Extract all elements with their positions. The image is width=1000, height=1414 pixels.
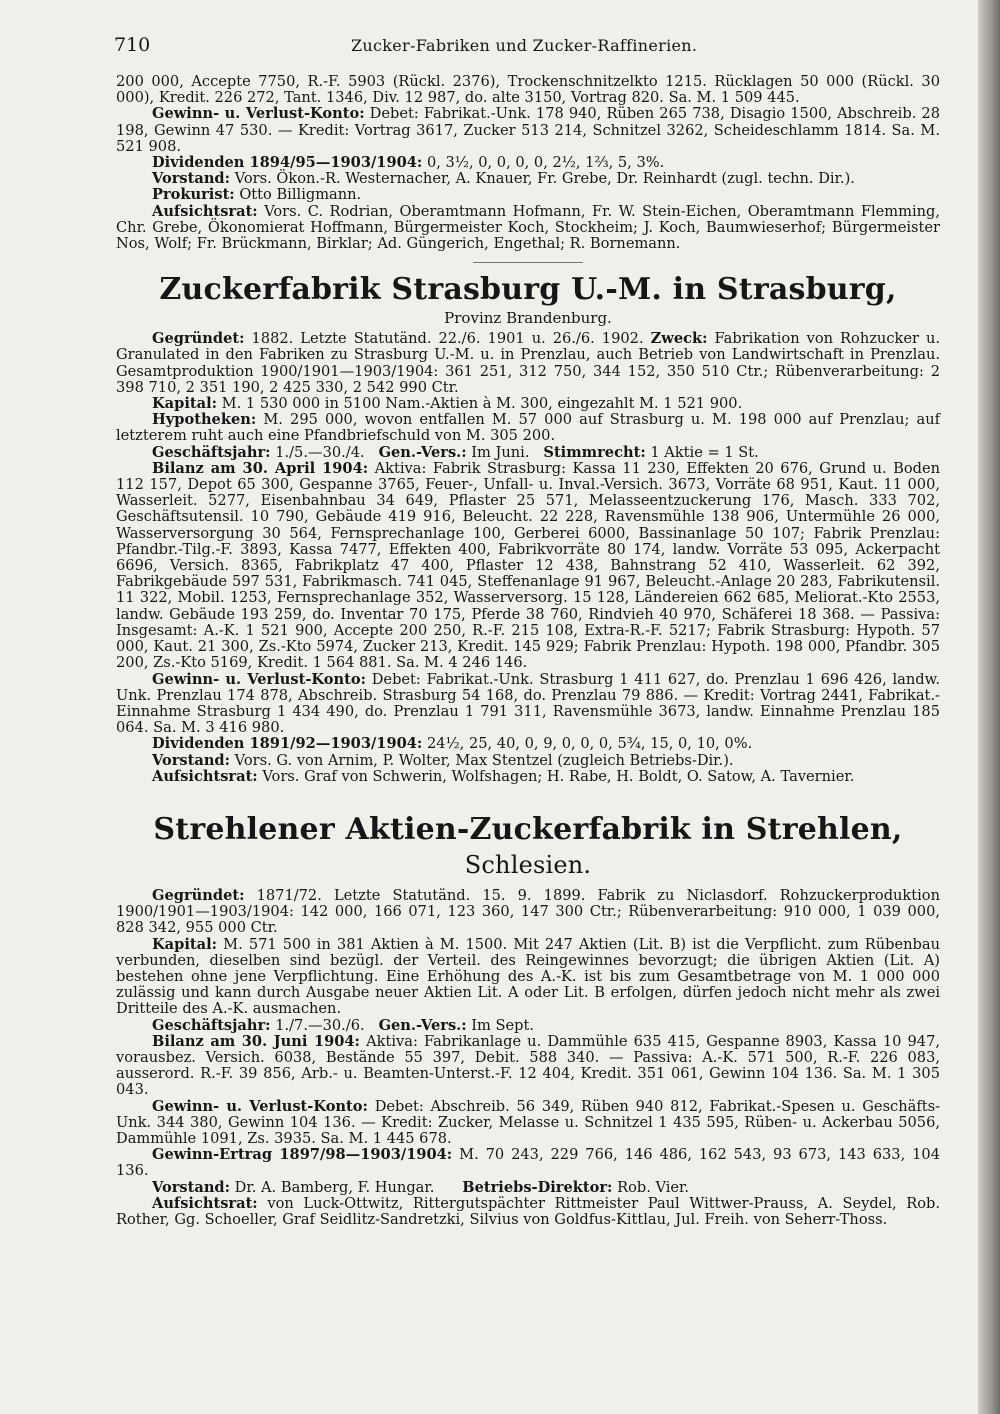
strehlen-guv-label: Gewinn- u. Verlust-Konto: (152, 1097, 368, 1115)
prev-gv-paragraph (116, 106, 940, 155)
strehlen-title (116, 813, 940, 882)
strasburg-kapital-text: M. 1 530 000 in 5100 Nam.-Aktien à M. 300, eingezahlt M. 1 521 900. (221, 395, 743, 413)
strasburg-kapital-label: Kapital: (152, 395, 218, 413)
prev-div-paragraph (116, 155, 940, 171)
prev-div-text: 0, 3½, 0, 0, 0, 0, 2½, 1⅔, 5, 3%. (426, 154, 665, 172)
strasburg-div-label: Dividenden 1891/92—1903/1904: (152, 735, 423, 753)
strehlen-gegr-paragraph (116, 888, 940, 937)
strehlen-betrieb-label: Betriebs-Direktor: (462, 1178, 613, 1196)
strasburg-kapital-paragraph (116, 396, 940, 412)
strehlen-gj-paragraph (116, 1018, 940, 1034)
strehlen-ertrag-paragraph (116, 1147, 940, 1179)
strasburg-bilanz-paragraph (116, 461, 940, 672)
strehlen-bilanz-label: Bilanz am 30. Juni 1904: (152, 1032, 360, 1050)
prev-prokurist-text: Otto Billigmann. (239, 186, 362, 204)
strehlen-kapital-label: Kapital: (152, 935, 218, 953)
strehlen-ertrag-text: M. 70 243, 229 766, 146 486, 162 543, 93 673, 143 633, 104 136. (116, 1146, 940, 1180)
strasburg-guv-label: Gewinn- u. Verlust-Konto: (152, 670, 366, 688)
strehlen-aufsicht-text: von Luck-Ottwitz, Rittergutspächter Rittmeister Paul Wittwer-Prauss, A. Seydel, Rob. Rother, Gg. Schoeller, Graf Seidlitz-Sandretzki, Silvius von Goldfus-Kittlau, Jul. Freih. von Seherr-Thoss. (116, 1194, 941, 1228)
strehlen-vorstand-text: Dr. A. Bamberg, F. Hungar. (234, 1178, 435, 1196)
strasburg-gv-label: Gen.-Vers.: (378, 443, 467, 461)
strasburg-vorstand-paragraph (116, 753, 940, 769)
section-gap (116, 785, 940, 807)
strehlen-kapital-text: M. 571 500 in 381 Aktien à M. 1500. Mit 247 Aktien (Lit. B) ist die Verpflicht. zum Rübenbau verbunden, dieselben sind bezügl. der Verteil. des Reingewinnes bevorzugt; die übrigen Aktien (Lit. A) bestehen ohne jene Verpflichtung. Eine Erhöhung des A.-K. ist bis zum Gesamtbetrage von M. 1 000 000 zulässig und kann durch Ausgabe neuer Aktien Lit. A oder Lit. B erfolgen, dürfen jedoch nicht mehr als zwei Dritteile des A.-K. ausmachen. (116, 935, 940, 1018)
strehlen-gj-label: Geschäftsjahr: (152, 1016, 271, 1034)
strasburg-div-paragraph (116, 736, 940, 752)
strehlen-title-main: Strehlener Aktien-Zuckerfabrik in Strehlen, (153, 811, 903, 847)
strasburg-gj-text: 1./5.—30./4. (275, 443, 365, 461)
strasburg-hypo-text: M. 295 000, wovon entfallen M. 57 000 auf Strasburg u. M. 198 000 auf Prenzlau; auf letzterem ruht auch eine Pfandbriefschuld von M. 305 200. (116, 411, 941, 445)
strasburg-gj-paragraph (116, 445, 940, 461)
strasburg-hypo-paragraph (116, 412, 940, 444)
strasburg-zweck-label: Zweck: (650, 330, 708, 348)
strasburg-gv-text: Im Juni. (471, 443, 530, 461)
strasburg-bilanz-text: Aktiva: Fabrik Strasburg: Kassa 11 230, Effekten 20 676, Grund u. Boden 112 157, Depot 65 300, Gespanne 3765, Feuer-, Unfall- u. Inval.-Versich. 3673, Vorräte 68 951, Kaut. 11 000, Wasserleit. 5277, Eisenbahnbau 34 649, Pflaster 25 571, Melasseentzuckerung 176, Masch. 333 702, Geschäftsutensil. 10 790, Gebäude 419 916, Beleucht. 22 228, Ravensmühle 138 906, Untermühle 26 000, Wasserversorgung 30 564, Fernsprechanlage 100, Gerberei 6000, Bassinanlage 50 107; Fabrik Prenzlau: Pfandbr.-Tilg.-F. 3893, Kassa 7477, Effekten 400, Fabrikvorräte 80 174, landw. Vorräte 53 095, Ackerpacht 6696, Versich. 8365, Fabrikplatz 47 400, Pflaster 12 438, Bahnstrang 52 410, Wasserleit. 62 392, Fabrikgebäude 597 531, Fabrikmasch. 741 045, Steffenanlage 91 967, Beleucht.-Anlage 20 283, Fabrikutensil. 11 322, Mobil. 1253, Fernsprechanlage 352, Wasserversorg. 15 128, Ländereien 662 685, Meliorat.-Kto 2553, landw. Gebäude 193 259, do. Inventar 70 175, Pferde 38 760, Rindvieh 40 970, Schäferei 18 368. — Passiva: Insgesamt: A.-K. 1 521 900, Accepte 200 250, R.-F. 215 108, Extra-R.-F. 5217; Fabrik Strasburg: Hypoth. 57 000, Kaut. 21 300, Zs.-Kto 5974, Zucker 213, Kredit. 145 929; Fabrik Prenzlau: Hypoth. 198 000, Pfandbr. 305 200, Zs.-Kto 5169, Kredit. 1 564 881. Sa. M. 4 246 146. (116, 459, 940, 672)
strehlen-gegr-text: 1871/72. Letzte Statutänd. 15. 9. 1899. Fabrik zu Niclasdorf. Rohzuckerproduktion 1900/1901—1903/1904: 142 000, 166 071, 123 360, 147 300 Ctr.; Rübenverarbeitung: 910 000, 1 039 000, 828 342, 955 000 Ctr. (116, 886, 940, 937)
page-edge-shadow (978, 0, 1000, 1414)
prev-gv-label: Gewinn- u. Verlust-Konto: (152, 105, 365, 123)
strehlen-kapital-paragraph (116, 937, 940, 1018)
strasburg-stimm-text: 1 Aktie = 1 St. (650, 443, 759, 461)
strasburg-gegr-text: 1882. Letzte Statutänd. 22./6. 1901 u. 26./6. 1902. (251, 330, 644, 348)
strehlen-ertrag-label: Gewinn-Ertrag 1897/98—1903/1904: (152, 1146, 453, 1164)
page-header (116, 34, 940, 74)
strasburg-aufsicht-label: Aufsichtsrat: (152, 767, 258, 785)
strehlen-aufsicht-label: Aufsichtsrat: (152, 1194, 258, 1212)
strasburg-gegr-paragraph (116, 331, 940, 396)
strehlen-gv-label: Gen.-Vers.: (378, 1016, 467, 1034)
strasburg-province: Provinz Brandenburg. (444, 309, 612, 328)
strasburg-div-text: 24½, 25, 40, 0, 9, 0, 0, 0, 5¾, 15, 0, 10, 0%. (426, 735, 753, 753)
running-title: Zucker-Fabriken und Zucker-Raffinerien. (351, 36, 698, 55)
strehlen-betrieb-text: Rob. Vier. (617, 1178, 690, 1196)
prev-prokurist-paragraph (116, 187, 940, 203)
strehlen-bilanz-paragraph (116, 1034, 940, 1099)
strehlen-gj-text: 1./7.—30./6. (275, 1016, 365, 1034)
strasburg-guv-paragraph (116, 672, 940, 737)
prev-aufsicht-text: Vors. C. Rodrian, Oberamtmann Hofmann, Fr. W. Stein-Eichen, Oberamtmann Flemming, Chr. Grebe, Ökonomierat Hoffmann, Bürgermeister Koch, Stockheim; J. Koch, Baumwieserhof; Bürgermeister Nos, Wolf; Fr. Brückmann, Birklar; Ad. Güngerich, Engethal; R. Bornemann. (116, 202, 940, 253)
strasburg-vorstand-text: Vors. G. von Arnim, P. Wolter, Max Stentzel (zugleich Betriebs-Dir.). (234, 751, 734, 769)
strasburg-vorstand-label: Vorstand: (152, 751, 231, 769)
strasburg-aufsicht-text: Vors. Graf von Schwerin, Wolfshagen; H. Rabe, H. Boldt, O. Satow, A. Tavernier. (262, 767, 855, 785)
strehlen-title-suffix: Schlesien. (464, 850, 592, 879)
strasburg-zweck-text: Fabrikation von Rohzucker u. Granulated in den Fabriken zu Strasburg U.-M. u. in Prenzlau, auch Betrieb von Landwirtschaft in Prenzlau. Gesamtproduktion 1900/1901—1903/1904: 361 251, 312 750, 344 152, 350 510 Ctr.; Rübenverarbeitung: 2 398 710, 2 351 190, 2 425 330, 2 542 990 Ctr. (116, 330, 940, 396)
strehlen-guv-text: Debet: Abschreib. 56 349, Rüben 940 812, Fabrikat.-Spesen u. Geschäfts-Unk. 344 380, Gewinn 104 136. — Kredit: Zucker, Melasse u. Schnitzel 1 435 595, Rüben- u. Ackerbau 5056, Dammühle 1091, Zs. 3935. Sa. M. 1 445 678. (116, 1097, 941, 1147)
page-number: 710 (114, 34, 151, 56)
strasburg-aufsicht-paragraph (116, 769, 940, 785)
prev-div-label: Dividenden 1894/95—1903/1904: (152, 154, 423, 172)
strehlen-aufsicht-paragraph (116, 1196, 940, 1228)
strehlen-guv-paragraph (116, 1099, 940, 1148)
prev-prokurist-label: Prokurist: (152, 186, 235, 204)
prev-balance-text: 200 000, Accepte 7750, R.-F. 5903 (Rückl. 2376), Trockenschnitzelkto 1215. Rücklagen 50 000 (Rückl. 30 000), Kredit. 226 272, Tant. 1346, Div. 12 987, do. alte 3150, Vortrag 820. Sa. M. 1 509 445. (116, 73, 940, 107)
strasburg-hypo-label: Hypotheken: (152, 411, 257, 429)
prev-gv-text: Debet: Fabrikat.-Unk. 178 940, Rüben 265 738, Disagio 1500, Abschreib. 28 198, Gewinn 47 530. — Kredit: Vortrag 3617, Zucker 513 214, Schnitzel 3262, Scheideschlamm 1814. Sa. M. 521 908. (116, 105, 940, 155)
strasburg-gegr-label: Gegründet: (152, 330, 245, 348)
prev-aufsicht-paragraph (116, 204, 940, 253)
strehlen-vorstand-paragraph (116, 1180, 940, 1196)
strehlen-vorstand-label: Vorstand: (152, 1178, 231, 1196)
page-content (116, 34, 940, 1228)
strasburg-title: Zuckerfabrik Strasburg U.-M. in Strasburg, (159, 272, 897, 308)
section-divider (473, 262, 583, 263)
strasburg-stimm-label: Stimmrecht: (543, 443, 646, 461)
prev-aufsicht-label: Aufsichtsrat: (152, 202, 258, 220)
strasburg-guv-text: Debet: Fabrikat.-Unk. Strasburg 1 411 627, do. Prenzlau 1 696 426, landw. Unk. Prenzlau 174 878, Abschreib. Strasburg 54 168, do. Prenzlau 79 886. — Kredit: Vortrag 2441, Fabrikat.-Einnahme Strasburg 1 434 490, do. Prenzlau 1 791 311, Ravensmühle 3673, landw. Einnahme Prenzlau 185 064. Sa. M. 3 416 980. (116, 670, 940, 737)
prev-vorstand-paragraph (116, 171, 940, 187)
strehlen-gegr-label: Gegründet: (152, 886, 245, 904)
strasburg-bilanz-label: Bilanz am 30. April 1904: (152, 459, 369, 477)
prev-vorstand-label: Vorstand: (152, 170, 231, 188)
strehlen-bilanz-text: Aktiva: Fabrikanlage u. Dammühle 635 415, Gespanne 8903, Kassa 10 947, vorausbez. Versich. 6038, Bestände 55 397, Debit. 588 340. — Passiva: A.-K. 571 500, R.-F. 226 083, ausserord. R.-F. 39 856, Arb.- u. Beamten-Unterst.-F. 12 404, Kredit. 351 061, Gewinn 104 136. Sa. M. 1 305 043. (116, 1032, 941, 1099)
strasburg-gj-label: Geschäftsjahr: (152, 443, 271, 461)
prev-vorstand-text: Vors. Ökon.-R. Westernacher, A. Knauer, Fr. Grebe, Dr. Reinhardt (zugl. techn. Dir.). (234, 170, 855, 188)
strehlen-gv-text: Im Sept. (471, 1016, 535, 1034)
